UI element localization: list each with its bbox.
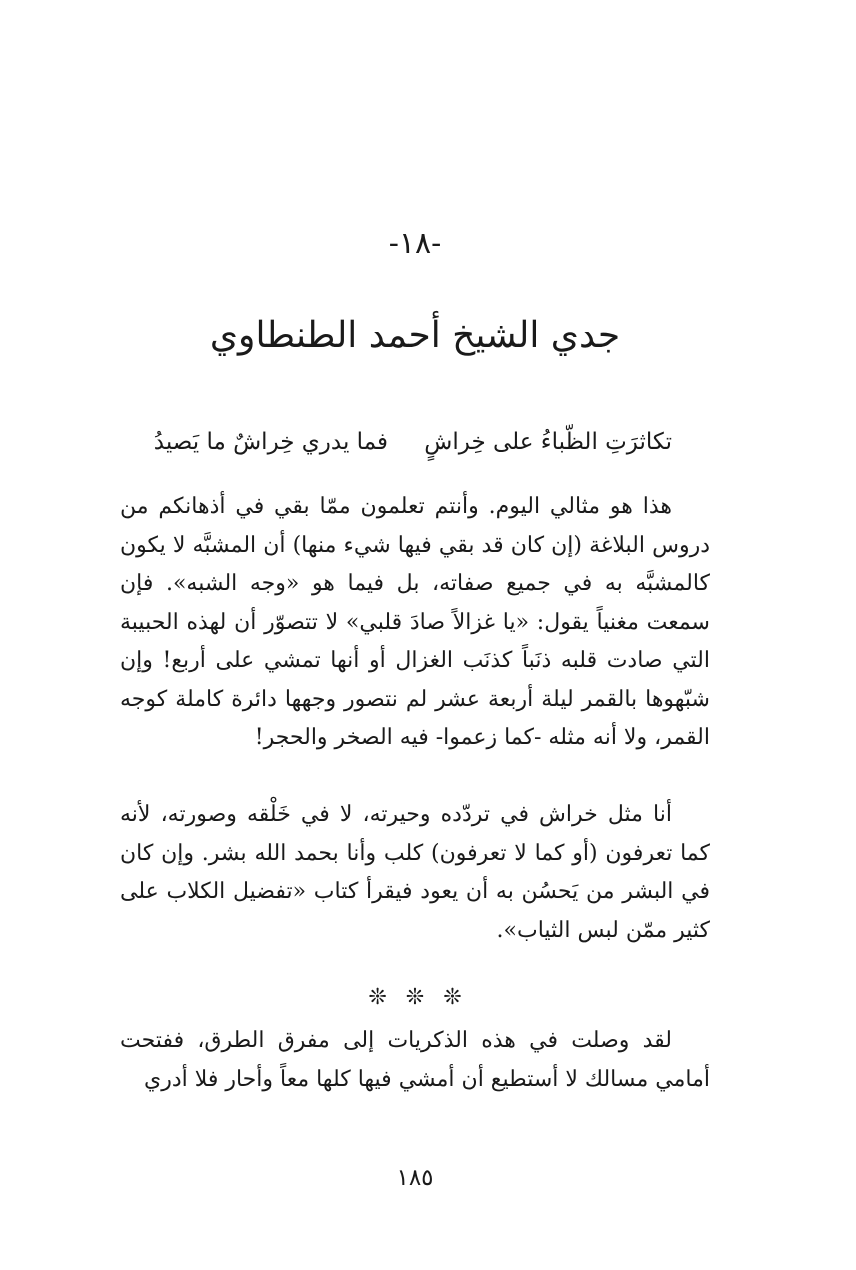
paragraph-1: هذا هو مثالي اليوم. وأنتم تعلمون ممّا بقي في أذهانكم من دروس البلاغة (إن كان قد بقي فيها شيء منها) أن المشبَّه لا يكون كالمشبَّه به في جميع صفاته، بل فيما هو «وجه الشبه». فإن سمعت مغنياً يقول: «يا غزالاً صادَ قلبي» لا تتصوّر أن لهذه الحبيبة التي صادت قلبه ذنَباً كذنَب الغزال أو أنها تمشي على أربع! وإن شبّهوها بالقمر ليلة أربعة عشر لم نتصور وجهها دائرة كاملة كوجه القمر، ولا أنه مثله -كما زعموا- فيه الصخر والحجر!: [120, 494, 710, 750]
page-number: ١٨٥: [396, 1165, 434, 1191]
verse-first-hemistich: تكاثرَتِ الظّباءُ على خِراشٍ: [424, 429, 672, 455]
paragraph-3: لقد وصلت في هذه الذكريات إلى مفرق الطرق، ففتحت أمامي مسالك لا أستطيع أن أمشي فيها كلها معاً وأحار فلا أدري: [120, 1028, 710, 1092]
section-separator: ❊ ❊ ❊: [368, 985, 462, 1010]
chapter-title: جدي الشيخ أحمد الطنطاوي: [209, 315, 621, 356]
poetry-verse: [120, 418, 710, 466]
chapter-number: -١٨-: [388, 226, 442, 261]
book-page: [120, 0, 710, 1270]
verse-second-hemistich: فما يدري خِراشٌ ما يَصيدُ: [153, 429, 388, 455]
paragraph-2: أنا مثل خراش في تردّده وحيرته، لا في خَلْقه وصورته، لأنه كما تعرفون (أو كما لا تعرفون) كلب وأنا بحمد الله بشر. وإن كان في البشر من يَحسُن به أن يعود فيقرأ كتاب «تفضيل الكلاب على كثير ممّن لبس الثياب».: [120, 802, 710, 943]
